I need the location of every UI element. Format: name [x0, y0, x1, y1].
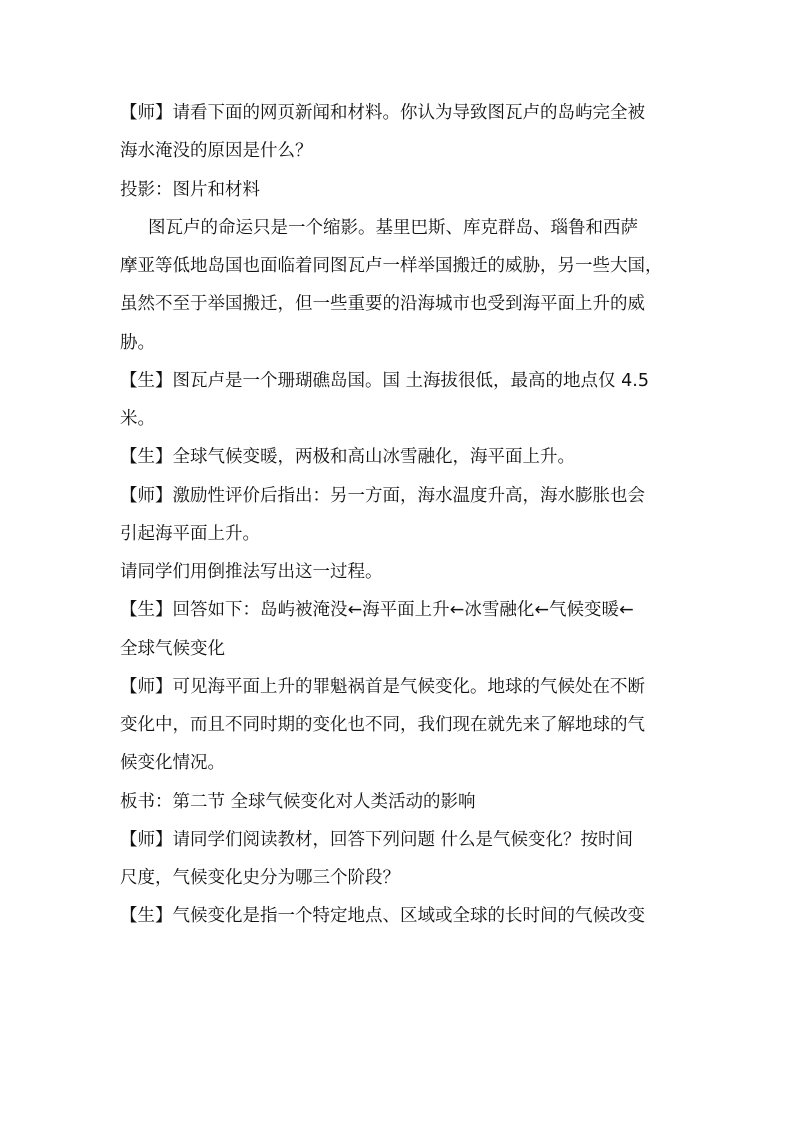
text-line: 变化中，而且不同时期的变化也不同，我们现在就先来了解地球的气 — [120, 715, 645, 735]
text-line: 【生】全球气候变暖，两极和高山冰雪融化，海平面上升。 — [120, 447, 575, 468]
text-line: 【师】可见海平面上升的罪魁祸首是气候变化。地球的气候处在不断 — [120, 676, 645, 697]
text-line: 全球气候变化 — [120, 638, 225, 659]
text-line: 【生】气候变化是指一个特定地点、区域或全球的长时间的气候改变 — [120, 906, 645, 927]
text-line: 投影：图片和材料 — [120, 179, 260, 200]
text-line: 板书：第二节 全球气候变化对人类活动的影响 — [120, 791, 476, 812]
text-line: 引起海平面上升。 — [120, 523, 260, 544]
text-line: 摩亚等低地岛国也面临着同图瓦卢一样举国搬迁的威胁，另一些大国， — [120, 256, 663, 276]
text-line: 图瓦卢的命运只是一个缩影。基里巴斯、库克群岛、瑙鲁和西萨 — [148, 217, 638, 238]
text-line: 【师】激励性评价后指出：另一方面，海水温度升高，海水膨胀也会 — [120, 485, 645, 506]
text-line: 米。 — [120, 409, 155, 429]
text-line: 【生】回答如下：岛屿被淹没←海平面上升←冰雪融化←气候变暖← — [120, 600, 634, 621]
text-line: 虽然不至于举国搬迁，但一些重要的沿海城市也受到海平面上升的威 — [120, 294, 645, 315]
text-line: 【师】请看下面的网页新闻和材料。你认为导致图瓦卢的岛屿完全被 — [120, 103, 645, 123]
text-line: 请同学们用倒推法写出这一过程。 — [120, 562, 383, 582]
text-line: 胁。 — [120, 332, 155, 353]
text-line: 尺度，气候变化史分为哪三个阶段？ — [120, 868, 400, 888]
text-line: 【师】请同学们阅读教材，回答下列问题 什么是气候变化？按时间 — [120, 829, 634, 850]
text-line: 候变化情况。 — [120, 753, 225, 774]
text-line: 海水淹没的原因是什么？ — [120, 141, 313, 162]
document-body — [120, 102, 682, 944]
text-line: 【生】图瓦卢是一个珊瑚礁岛国。国 土海拔很低，最高的地点仅 4.5 — [120, 370, 649, 391]
